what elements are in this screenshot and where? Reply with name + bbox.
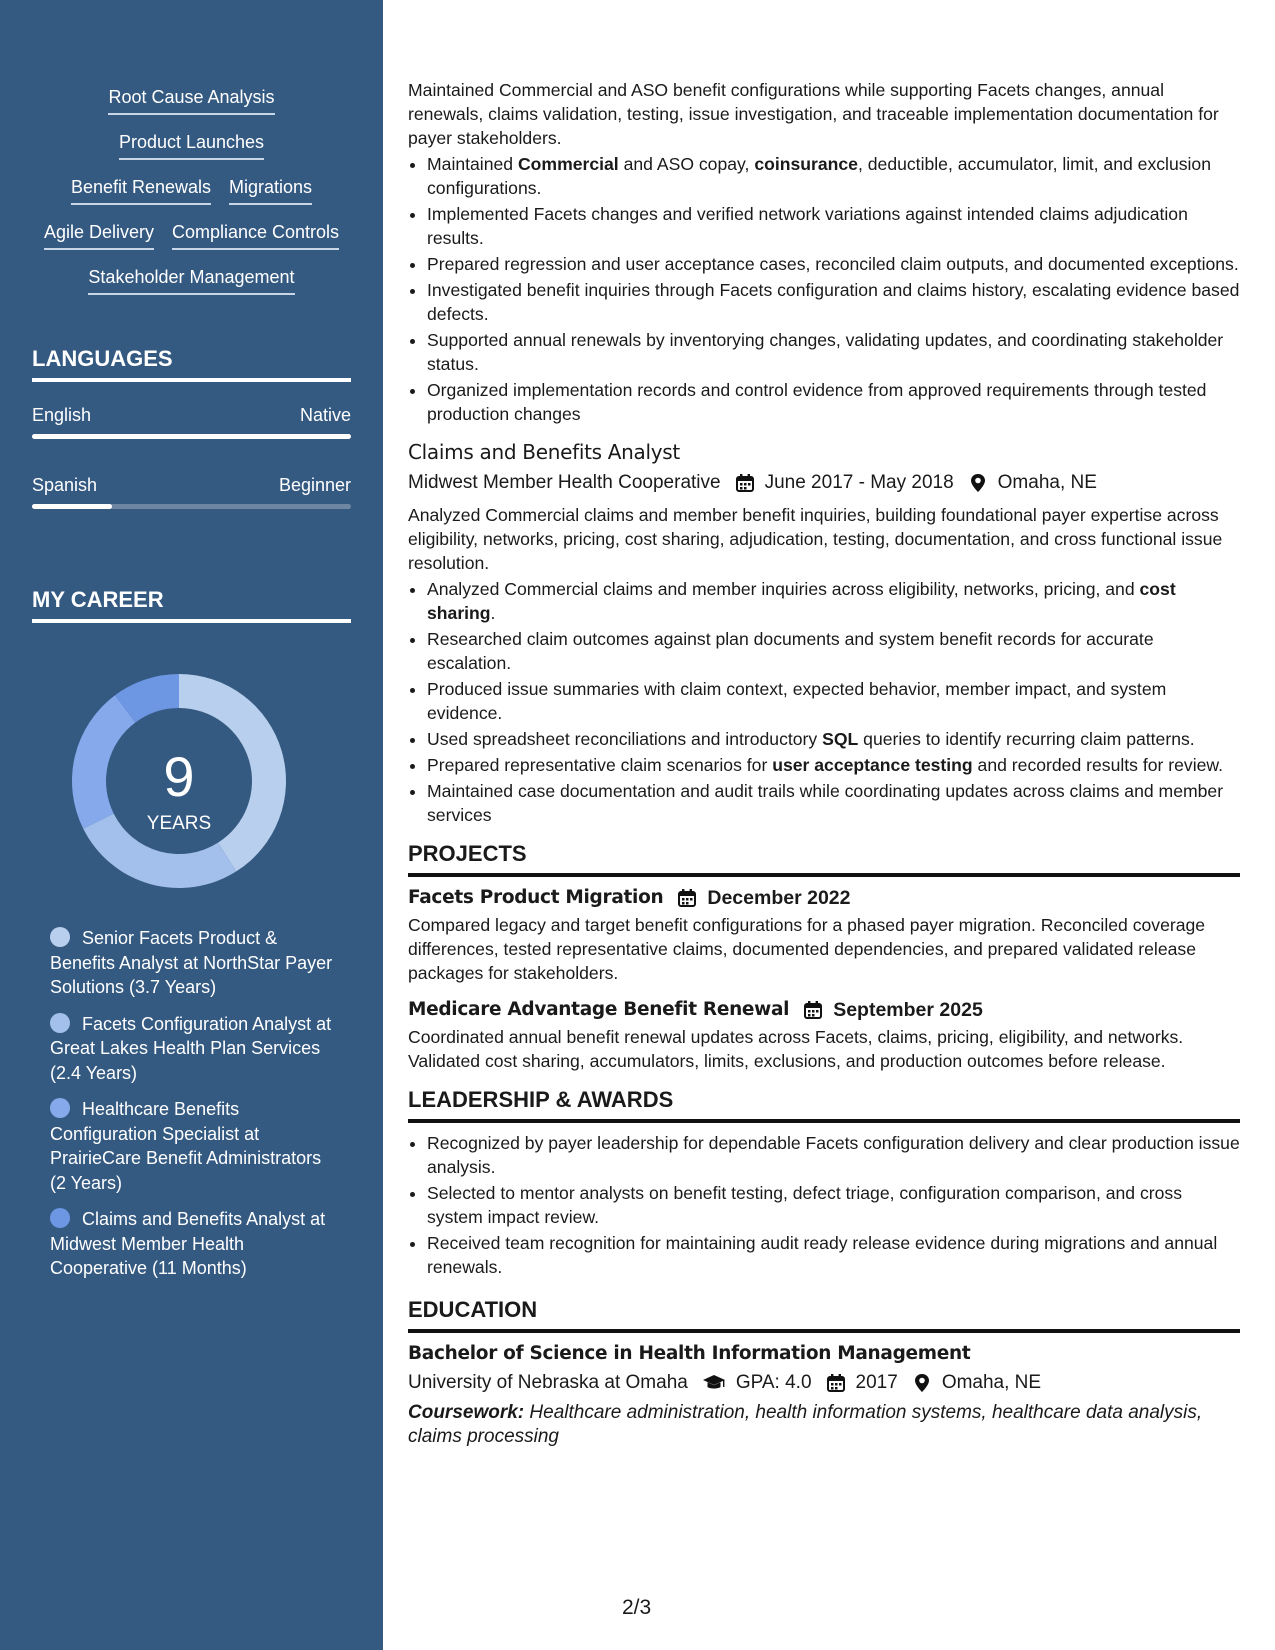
job-dates: June 2017 - May 2018: [764, 472, 954, 493]
career-dot-icon: [50, 1208, 70, 1228]
language-bar-fill: [32, 434, 351, 439]
calendar-icon: [677, 888, 697, 908]
project-date: September 2025: [833, 999, 983, 1021]
intro-bullets: [408, 152, 1240, 426]
calendar-icon: [826, 1373, 846, 1393]
bullet-item: • Maintained Commercial and ASO copay, coinsurance, deductible, accumulator, limit, and exclusion configurations.: [427, 152, 1240, 200]
location-pin-icon: [968, 473, 988, 493]
skills-row: [0, 266, 383, 311]
career-total-years: 9: [163, 745, 195, 808]
language-bar: [32, 504, 351, 509]
skills-row: [0, 131, 383, 176]
language-level: Beginner: [278, 475, 351, 495]
skills-row: [0, 221, 383, 266]
bullet-item: • Prepared regression and user acceptance cases, reconciled claim outputs, and documented exceptions.: [427, 252, 1240, 276]
donut-segment: [179, 674, 286, 871]
location-pin-icon: [912, 1373, 932, 1393]
graduation-cap-icon: [702, 1373, 726, 1393]
career-text: Facets Configuration Analyst at Great Lakes Health Plan Services (2.4 Years): [50, 1013, 332, 1083]
skill-tag: Root Cause Analysis: [108, 86, 274, 115]
page-number: 2/3: [622, 1596, 652, 1619]
career-donut-chart: [62, 664, 296, 898]
project-description: Compared legacy and target benefit configurations for a phased payer migration. Reconciled coverage differences, tested representative claims, documented dependencies, and prepared validated release packages for stakeholders.: [408, 915, 1206, 983]
job-summary: Analyzed Commercial claims and member benefit inquiries, building foundational payer expertise across eligibility, networks, pricing, cost sharing, adjudication, testing, documentation, and cross functional issue resolution.: [408, 505, 1223, 573]
career-item: [50, 926, 340, 1000]
language-english: [32, 404, 351, 439]
project-title: Medicare Advantage Benefit Renewal: [408, 999, 790, 1020]
career-item: [50, 1097, 340, 1195]
bullet-item: • Selected to mentor analysts on benefit testing, defect triage, configuration comparison, and cross system impact review.: [427, 1181, 1240, 1229]
coursework-text: Healthcare administration, health information systems, healthcare data analysis, claims processing: [408, 1402, 1203, 1447]
coursework-label: Coursework:: [408, 1402, 525, 1423]
career-dot-icon: [50, 1098, 70, 1118]
sidebar: [0, 0, 383, 1650]
skills-list: [0, 86, 383, 311]
bullet-item: • Organized implementation records and control evidence from approved requirements through tested production changes: [427, 378, 1240, 426]
project-date: December 2022: [707, 887, 851, 909]
career-text: Senior Facets Product & Benefits Analyst at NorthStar Payer Solutions (3.7 Years): [50, 928, 333, 997]
bullet-item: • Investigated benefit inquiries through Facets configuration and claims history, escalating evidence based defects.: [427, 278, 1240, 326]
project-item: [408, 885, 1240, 985]
bullet-item: • Used spreadsheet reconciliations and introductory SQL queries to identify recurring claim patterns.: [427, 727, 1240, 751]
skills-row: [0, 86, 383, 131]
bullet-item: • Researched claim outcomes against plan documents and system benefit records for accurate escalation.: [427, 627, 1240, 675]
career-heading: MY CAREER: [32, 587, 351, 623]
bullet-item: • Supported annual renewals by inventorying changes, validating updates, and coordinating stakeholder status.: [427, 328, 1240, 376]
skill-tag: Agile Delivery: [44, 221, 154, 250]
projects-heading: PROJECTS: [408, 841, 1240, 877]
calendar-icon: [803, 1000, 823, 1020]
skill-tag: Migrations: [229, 176, 312, 205]
education-heading: EDUCATION: [408, 1297, 1240, 1333]
calendar-icon: [735, 473, 755, 493]
job-intro: Maintained Commercial and ASO benefit configurations while supporting Facets changes, annual renewals, claims validation, testing, issue investigation, and traceable implementation documentation for payer stakeholders.: [408, 80, 1219, 148]
career-list: [50, 926, 340, 1293]
bullet-item: • Analyzed Commercial claims and member inquiries across eligibility, networks, pricing, and cost sharing.: [427, 577, 1240, 625]
education-gpa: GPA: 4.0: [735, 1372, 812, 1393]
language-bar-fill: [32, 504, 112, 509]
education-year: 2017: [855, 1372, 898, 1393]
education-meta: [408, 1369, 1240, 1397]
job-location: Omaha, NE: [997, 472, 1097, 493]
career-text: Claims and Benefits Analyst at Midwest Member Health Cooperative (11 Months): [50, 1209, 326, 1278]
skill-tag: Benefit Renewals: [71, 176, 211, 205]
skills-row: [0, 176, 383, 221]
language-spanish: [32, 474, 351, 509]
education-coursework: [408, 1401, 1240, 1449]
donut-segment: [72, 695, 135, 829]
career-years-label: YEARS: [146, 813, 212, 834]
skill-tag: Compliance Controls: [172, 221, 339, 250]
language-level: Native: [299, 405, 351, 425]
awards-heading: LEADERSHIP & AWARDS: [408, 1087, 1240, 1123]
education-location: Omaha, NE: [941, 1372, 1042, 1393]
project-title: Facets Product Migration: [408, 887, 664, 908]
project-description: Coordinated annual benefit renewal updates across Facets, claims, pricing, eligibility, and networks. Validated cost sharing, accumulators, limits, exclusions, and production outcomes before release.: [408, 1027, 1184, 1071]
bullet-item: • Produced issue summaries with claim context, expected behavior, member impact, and system evidence.: [427, 677, 1240, 725]
career-item: [50, 1012, 340, 1086]
bullet-item: • Maintained case documentation and audit trails while coordinating updates across claims and member services: [427, 779, 1240, 827]
language-name: English: [32, 405, 92, 425]
bullet-item: • Prepared representative claim scenarios for user acceptance testing and recorded results for review.: [427, 753, 1240, 777]
career-dot-icon: [50, 1013, 70, 1033]
education-school: University of Nebraska at Omaha: [408, 1372, 688, 1393]
award-bullets: [408, 1131, 1240, 1279]
job-company: Midwest Member Health Cooperative: [408, 472, 721, 493]
career-dot-icon: [50, 927, 70, 947]
education-degree: Bachelor of Science in Health Information Management: [408, 1343, 971, 1364]
career-text: Healthcare Benefits Configuration Specialist at PrairieCare Benefit Administrators (2 Years): [50, 1099, 322, 1193]
career-item: [50, 1207, 340, 1281]
job-title: Claims and Benefits Analyst: [408, 440, 680, 464]
language-bar: [32, 434, 351, 439]
bullet-item: • Implemented Facets changes and verified network variations against intended claims adjudication results.: [427, 202, 1240, 250]
bullet-item: • Received team recognition for maintaining audit ready release evidence during migrations and annual renewals.: [427, 1231, 1240, 1279]
job-bullets: [408, 577, 1240, 827]
languages-heading: LANGUAGES: [32, 346, 351, 382]
skill-tag: Product Launches: [119, 131, 264, 160]
job-meta: [408, 469, 1240, 497]
language-name: Spanish: [32, 475, 98, 495]
bullet-item: • Recognized by payer leadership for dependable Facets configuration delivery and clear production issue analysis.: [427, 1131, 1240, 1179]
skill-tag: Stakeholder Management: [88, 266, 294, 295]
main-content: [408, 78, 1240, 1449]
project-item: [408, 997, 1240, 1073]
